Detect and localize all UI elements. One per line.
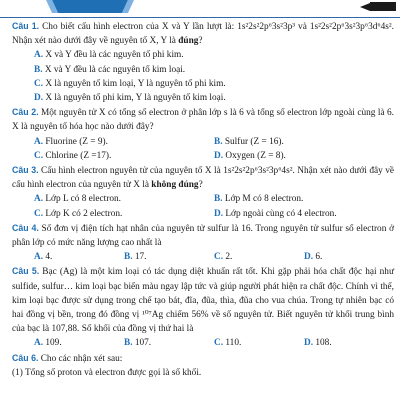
option-letter: C. bbox=[34, 208, 44, 219]
option-letter: D. bbox=[214, 208, 224, 219]
option-text: 17. bbox=[134, 252, 147, 263]
option-letter: B. bbox=[34, 64, 43, 75]
option-letter: C. bbox=[214, 252, 224, 263]
option-text: Lớp L có 8 electron. bbox=[45, 194, 121, 205]
option-text: Sulfur (Z = 16). bbox=[224, 136, 284, 147]
option-text: Chlorine (Z =17). bbox=[45, 150, 112, 161]
option-text: X là nguyên tố phi kim, Y là nguyên tố kim loại. bbox=[45, 93, 226, 104]
question-stem: Một nguyên tử X có tổng số electron ở phân lớp s là 6 và tổng số electron lớp ngoài cùng là 6. X là nguyên tố hóa học nào dưới đây? bbox=[12, 108, 394, 133]
question-label: Câu 3. bbox=[12, 165, 39, 176]
header-rule bbox=[0, 17, 400, 18]
option-text: 4. bbox=[45, 252, 53, 263]
answer-option-row bbox=[12, 336, 394, 350]
question-stem-end: ? bbox=[198, 180, 203, 191]
question-4 bbox=[12, 221, 394, 250]
answer-option[interactable] bbox=[304, 250, 394, 264]
option-letter: A. bbox=[34, 338, 44, 349]
answer-option[interactable] bbox=[12, 48, 394, 62]
question-label: Câu 2. bbox=[12, 107, 39, 118]
option-letter: C. bbox=[34, 150, 44, 161]
option-text: X và Y đều là các nguyên tố phi kim. bbox=[45, 50, 184, 61]
question-5 bbox=[12, 264, 394, 336]
answer-option[interactable] bbox=[12, 63, 394, 77]
option-letter: D. bbox=[34, 93, 44, 104]
option-text: X và Y đều là các nguyên tố kim loại. bbox=[44, 64, 186, 75]
answer-option[interactable] bbox=[214, 149, 394, 163]
answer-option[interactable] bbox=[214, 192, 394, 206]
question-stem: Cho các nhận xét sau: bbox=[40, 353, 123, 364]
answer-option[interactable] bbox=[214, 336, 304, 350]
option-letter: B. bbox=[124, 252, 133, 263]
answer-option[interactable] bbox=[34, 135, 214, 149]
question-3 bbox=[12, 163, 394, 192]
option-letter: C. bbox=[34, 78, 44, 89]
question-2 bbox=[12, 105, 394, 134]
question-stem-end: ? bbox=[198, 36, 203, 47]
question-keyword: đúng bbox=[178, 36, 199, 47]
option-letter: B. bbox=[214, 194, 223, 205]
chapter-badge-shape bbox=[52, 0, 128, 13]
question-1 bbox=[12, 19, 394, 48]
option-text: 2. bbox=[225, 252, 233, 263]
answer-option-row bbox=[12, 192, 394, 206]
option-letter: A. bbox=[34, 252, 44, 263]
option-letter: A. bbox=[34, 136, 44, 147]
option-letter: B. bbox=[124, 338, 133, 349]
answer-option-row bbox=[12, 207, 394, 221]
option-text: 107. bbox=[134, 338, 152, 349]
answer-option-row bbox=[12, 250, 394, 264]
option-text: Oxygen (Z = 8). bbox=[225, 150, 286, 161]
statement-line: (1) Tổng số proton và electron được gọi là số khối. bbox=[12, 367, 202, 378]
answer-option-row bbox=[12, 149, 394, 163]
option-text: 109. bbox=[45, 338, 62, 349]
option-text: 108. bbox=[315, 338, 332, 349]
option-letter: B. bbox=[214, 136, 223, 147]
option-text: Lớp M có 8 electron. bbox=[224, 194, 304, 205]
question-label: Câu 6. bbox=[12, 352, 39, 363]
option-letter: C. bbox=[214, 338, 224, 349]
corner-mark-arrow bbox=[360, 3, 370, 11]
answer-option[interactable] bbox=[12, 77, 394, 91]
question-6 bbox=[12, 351, 394, 366]
answer-option[interactable] bbox=[214, 250, 304, 264]
question-label: Câu 1. bbox=[12, 21, 40, 31]
option-letter: D. bbox=[214, 150, 224, 161]
answer-option[interactable] bbox=[304, 336, 394, 350]
answer-option[interactable] bbox=[214, 207, 394, 221]
option-text: 6. bbox=[315, 252, 323, 263]
option-letter: A. bbox=[34, 50, 44, 61]
answer-option[interactable] bbox=[124, 336, 214, 350]
answer-option[interactable] bbox=[34, 192, 214, 206]
option-text: Lớp K có 2 electron. bbox=[45, 208, 123, 219]
question-stem: Cấu hình electron nguyên tử của nguyên tố X là 1s²2s²2p⁶3s²3p⁶4s². Nhận xét nào dưới đây về cấu hình electron của nguyên tử X là bbox=[12, 166, 394, 191]
option-text: X là nguyên tố kim loại, Y là nguyên tố phi kim. bbox=[45, 78, 226, 89]
option-letter: D. bbox=[304, 252, 314, 263]
option-text: Lớp ngoài cùng có 4 electron. bbox=[225, 208, 337, 219]
question-label: Câu 5. bbox=[12, 266, 40, 277]
option-text: Fluorine (Z = 9). bbox=[45, 136, 108, 147]
option-letter: A. bbox=[34, 194, 44, 205]
question-list bbox=[12, 19, 394, 380]
answer-option[interactable] bbox=[34, 250, 124, 264]
answer-option[interactable] bbox=[124, 250, 214, 264]
option-letter: D. bbox=[304, 338, 314, 349]
question-stem: Cho biết cấu hình electron của X và Y lần lượt là: 1s²2s²2p⁶3s²3p³ và 1s²2s²2p⁶3s²3p⁶3d⁶4s². Nhận xét nào dưới đây về nguyên tố X, Y là bbox=[12, 22, 394, 47]
answer-option[interactable] bbox=[34, 149, 214, 163]
question-label: Câu 4. bbox=[12, 222, 39, 233]
answer-option[interactable] bbox=[34, 336, 124, 350]
question-keyword: không đúng bbox=[151, 180, 199, 191]
corner-mark bbox=[370, 2, 396, 11]
question-stem: Bạc (Ag) là một kim loại có tác dụng diệt khuẩn rất tốt. Khi gặp phải hóa chất độc hại như sulfide, sulfur… kim loại bạc biến màu ngay lập tức và giúp người phát hiện ra chất độc. Chính vì thế, kim loại bạc được sử dụng trong chế tạo bát, đĩa, đũa, thìa, đũa cho vua chúa. Trong tự nhiên bạc có hai đồng vị bền, trong đó đồng vị ¹⁰⁷Ag chiếm 56% về số nguyên tử. Biết nguyên tử khối trung bình của bạc là 107,88. Số khối của đồng vị thứ hai là bbox=[12, 267, 394, 335]
answer-option[interactable] bbox=[34, 207, 214, 221]
option-text: 110. bbox=[225, 338, 242, 349]
answer-option-row bbox=[12, 135, 394, 149]
question-stem: Số đơn vị điện tích hạt nhân của nguyên tử sulfur là 16. Trong nguyên tử sulfur số electron ở phân lớp có mức năng lượng cao nhất là bbox=[12, 223, 394, 249]
answer-option[interactable] bbox=[12, 91, 394, 105]
answer-option[interactable] bbox=[214, 135, 394, 149]
